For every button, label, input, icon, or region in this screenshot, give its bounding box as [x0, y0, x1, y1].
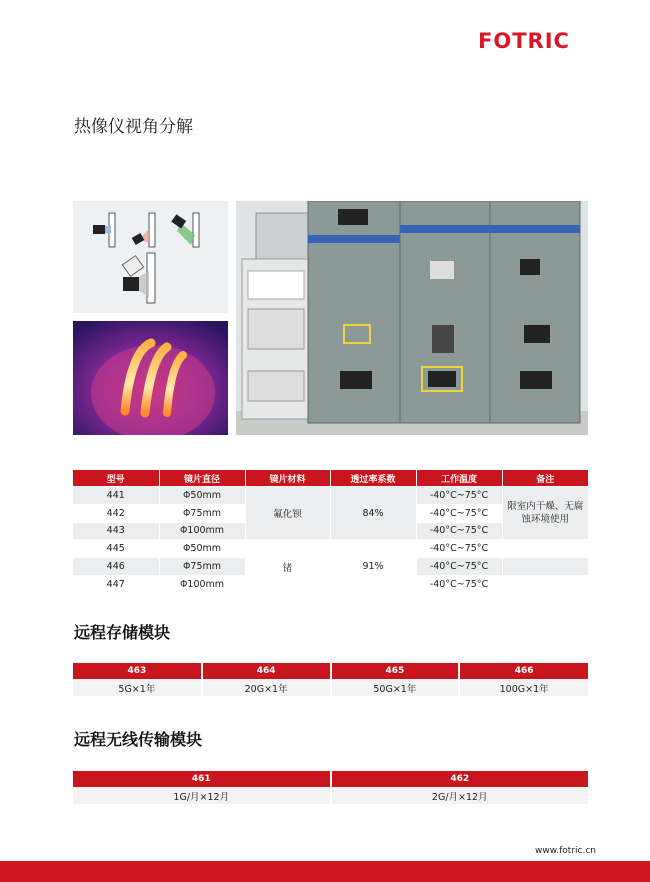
cell-diameter: Φ50mm	[159, 540, 245, 558]
cell-storage-value: 50G×1年	[331, 679, 460, 696]
cell-storage-value: 5G×1年	[73, 679, 202, 696]
cell-storage-value: 20G×1年	[202, 679, 331, 696]
cell-temperature: -40°C~75°C	[416, 558, 502, 576]
switchgear-cabinet-photo	[236, 201, 588, 435]
header-temperature: 工作温度	[416, 470, 502, 487]
cell-transmittance: 91%	[330, 540, 416, 593]
cell-diameter: Φ100mm	[159, 575, 245, 592]
view-angle-diagram-image	[73, 201, 228, 313]
cell-note-empty	[502, 575, 588, 592]
section-title-remote-wireless: 远程无线传输模块	[74, 730, 203, 749]
wireless-table-header	[73, 771, 588, 787]
cell-temperature: -40°C~75°C	[416, 540, 502, 558]
cell-model: 445	[73, 540, 159, 558]
spec-table-header	[73, 470, 588, 487]
cell-model: 441	[73, 487, 159, 505]
cell-model: 443	[73, 522, 159, 540]
cell-wireless-value: 1G/月×12月	[73, 787, 331, 804]
cell-material: 锗	[245, 540, 330, 593]
cell-model: 446	[73, 558, 159, 576]
cell-model: 442	[73, 504, 159, 522]
header-463: 463	[73, 663, 202, 679]
table-row	[73, 679, 588, 696]
section-title-remote-storage: 远程存储模块	[74, 623, 171, 642]
cell-note: 限室内干燥、无腐蚀环境使用	[502, 487, 588, 540]
cell-diameter: Φ50mm	[159, 487, 245, 505]
cell-wireless-value: 2G/月×12月	[331, 787, 589, 804]
cell-storage-value: 100G×1年	[459, 679, 588, 696]
header-transmittance: 透过率系数	[330, 470, 416, 487]
thermal-image	[73, 321, 228, 435]
cell-note-empty	[502, 558, 588, 576]
lens-spec-table	[73, 470, 588, 593]
cell-diameter: Φ75mm	[159, 504, 245, 522]
section-title-view-angle: 热像仪视角分解	[74, 117, 193, 137]
storage-table-header	[73, 663, 588, 679]
header-466: 466	[459, 663, 588, 679]
header-model: 型号	[73, 470, 159, 487]
header-note: 备注	[502, 470, 588, 487]
header-diameter: 镜片直径	[159, 470, 245, 487]
table-row	[73, 487, 588, 505]
header-material: 镜片材料	[245, 470, 330, 487]
cell-diameter: Φ75mm	[159, 558, 245, 576]
header-464: 464	[202, 663, 331, 679]
cell-temperature: -40°C~75°C	[416, 487, 502, 505]
cell-note-empty	[502, 540, 588, 558]
cell-temperature: -40°C~75°C	[416, 522, 502, 540]
cell-temperature: -40°C~75°C	[416, 575, 502, 592]
cell-diameter: Φ100mm	[159, 522, 245, 540]
header-462: 462	[331, 771, 589, 787]
fotric-logo: FOTRIC	[478, 29, 570, 53]
table-row	[73, 540, 588, 558]
cell-material: 氟化钡	[245, 487, 330, 540]
wireless-module-table	[73, 771, 588, 804]
cell-transmittance: 84%	[330, 487, 416, 540]
storage-module-table	[73, 663, 588, 696]
header-465: 465	[331, 663, 460, 679]
table-row	[73, 787, 588, 804]
footer-bar	[0, 861, 650, 882]
website-url: www.fotric.cn	[535, 846, 596, 856]
cell-model: 447	[73, 575, 159, 592]
cell-temperature: -40°C~75°C	[416, 504, 502, 522]
header-461: 461	[73, 771, 331, 787]
